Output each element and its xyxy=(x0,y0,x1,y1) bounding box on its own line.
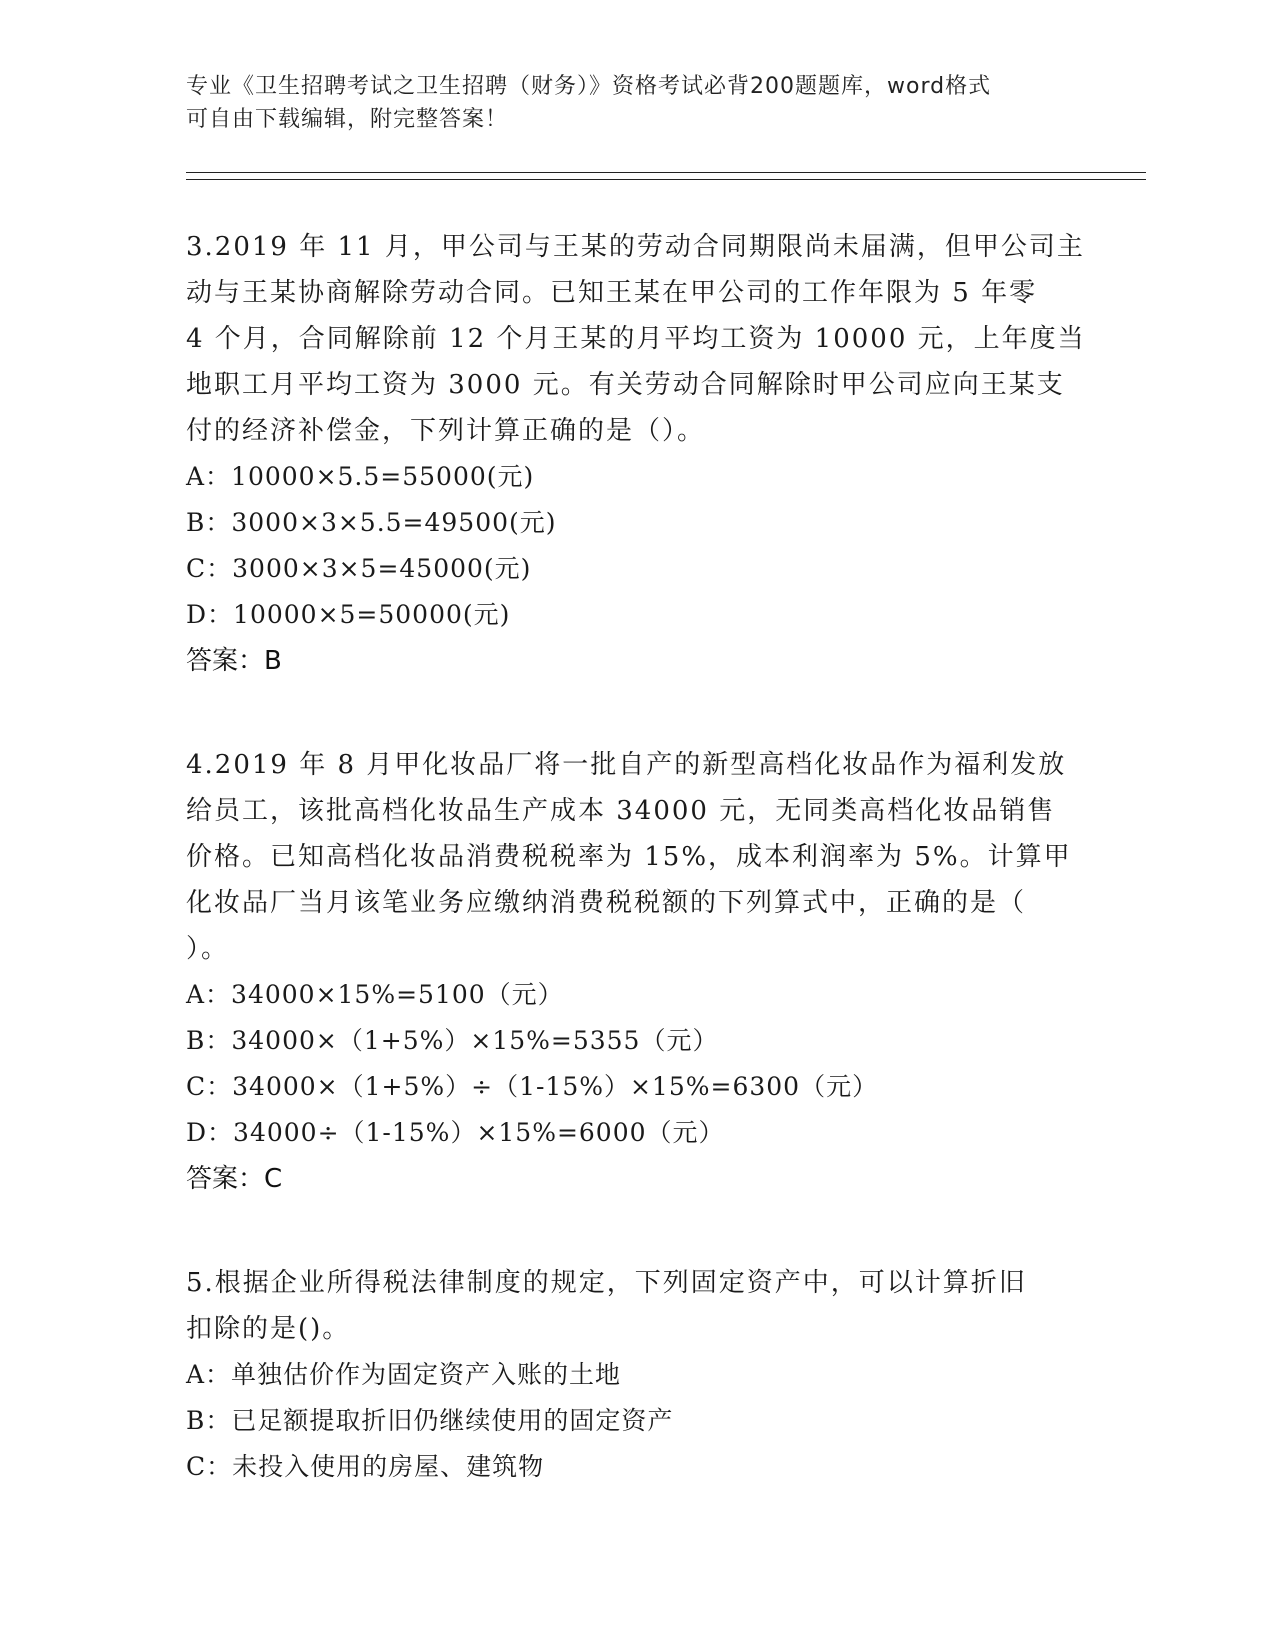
option-d: D：34000÷（1-15%）×15%=6000（元） xyxy=(186,1118,725,1147)
question-stem-line: 给员工，该批高档化妆品生产成本 34000 元，无同类高档化妆品销售 xyxy=(186,796,1056,826)
question-stem xyxy=(186,742,1146,972)
header-title-line-2: 可自由下载编辑，附完整答案！ xyxy=(186,107,509,132)
question-stem-line: 4.2019 年 8 月甲化妆品厂将一批自产的新型高档化妆品作为福利发放 xyxy=(186,750,1067,780)
question-stem-line: 化妆品厂当月该笔业务应缴纳消费税税额的下列算式中，正确的是（ xyxy=(186,888,1027,918)
option-b: B：34000×（1+5%）×15%=5355（元） xyxy=(186,1026,719,1055)
question-3 xyxy=(186,224,1146,684)
question-stem-line: 扣除的是()。 xyxy=(186,1314,351,1344)
answer-line: 答案：C xyxy=(186,1164,283,1194)
option-c: C：34000×（1+5%）÷（1-15%）×15%=6300（元） xyxy=(186,1072,879,1101)
option-a: A：34000×15%=5100（元） xyxy=(186,980,564,1009)
header-double-rule xyxy=(186,172,1146,180)
question-stem-line: 动与王某协商解除劳动合同。已知王某在甲公司的工作年限为 5 年零 xyxy=(186,278,1038,308)
question-stem-line: 4 个月，合同解除前 12 个月王某的月平均工资为 10000 元，上年度当 xyxy=(186,324,1086,354)
option-c: C：3000×3×5=45000(元) xyxy=(186,554,532,583)
question-stem-line: 5.根据企业所得税法律制度的规定，下列固定资产中，可以计算折旧 xyxy=(186,1268,1027,1298)
question-stem-line: 付的经济补偿金，下列计算正确的是（）。 xyxy=(186,416,706,446)
question-list xyxy=(186,224,1146,1490)
option-d: D：10000×5=50000(元) xyxy=(186,600,511,629)
question-stem xyxy=(186,1260,1146,1352)
question-stem-line: 3.2019 年 11 月，甲公司与王某的劳动合同期限尚未届满，但甲公司主 xyxy=(186,232,1085,262)
option-b: B：已足额提取折旧仍继续使用的固定资产 xyxy=(186,1406,674,1435)
question-5 xyxy=(186,1260,1146,1490)
question-stem xyxy=(186,224,1146,454)
question-stem-line: 价格。已知高档化妆品消费税税率为 15%，成本利润率为 5%。计算甲 xyxy=(186,842,1072,872)
document-page xyxy=(186,70,1146,1548)
question-4 xyxy=(186,742,1146,1202)
question-stem-line: 地职工月平均工资为 3000 元。有关劳动合同解除时甲公司应向王某支 xyxy=(186,370,1065,400)
answer-line: 答案：B xyxy=(186,646,282,676)
question-stem-line: ）。 xyxy=(186,934,230,964)
option-b: B：3000×3×5.5=49500(元) xyxy=(186,508,557,537)
option-a: A：单独估价作为固定资产入账的土地 xyxy=(186,1360,622,1389)
document-header xyxy=(186,70,1146,136)
option-a: A：10000×5.5=55000(元) xyxy=(186,462,535,491)
header-title-line-1: 专业《卫生招聘考试之卫生招聘（财务）》资格考试必背200题题库，word格式 xyxy=(186,74,992,99)
option-c: C：未投入使用的房屋、建筑物 xyxy=(186,1452,545,1481)
